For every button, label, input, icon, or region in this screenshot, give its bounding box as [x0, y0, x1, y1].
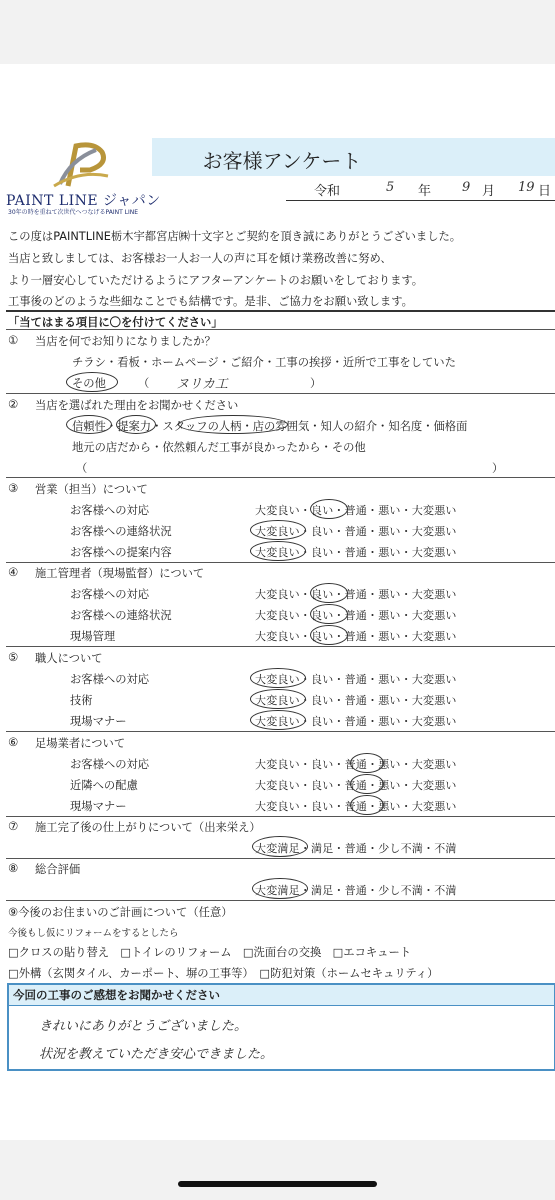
q5-row-scale: 大変良い・良い・普通・悪い・大変悪い [255, 715, 457, 728]
divider [6, 393, 555, 394]
q3-row-scale: 大変良い・良い・普通・悪い・大変悪い [255, 525, 457, 538]
q3-number: ③ [8, 481, 19, 495]
q5-row-label: 現場マナー [70, 715, 127, 728]
q4-row-scale: 大変良い・良い・普通・悪い・大変悪い [255, 609, 457, 622]
date-month: 9 [462, 180, 471, 195]
company-logo [6, 140, 161, 220]
q1-paren-close: ） [310, 377, 322, 390]
q6-row-scale: 大変良い・良い・普通・悪い・大変悪い [255, 800, 457, 813]
divider [6, 310, 555, 312]
q1-option-other: その他 [72, 377, 106, 390]
q6-row-1-answer-circle [350, 753, 384, 773]
q6-number: ⑥ [8, 735, 19, 749]
q5-heading: 職人について [35, 652, 103, 665]
q1-handwritten-answer: ヌリカ工 [176, 377, 228, 392]
q1-answer-circle [66, 372, 118, 392]
q2-number: ② [8, 397, 19, 411]
q9-options-line-2: □外構（玄関タイル、カーポート、塀の工事等） □防犯対策（ホームセキュリティ） [8, 967, 439, 980]
divider [6, 477, 555, 478]
q3-row-3-answer-circle [250, 541, 306, 561]
q4-row-3-answer-circle [310, 625, 348, 645]
divider [6, 858, 555, 859]
q2-paren-close: ） [492, 462, 504, 475]
q3-row-scale: 大変良い・良い・普通・悪い・大変悪い [255, 546, 457, 559]
date-field [286, 178, 555, 201]
q6-row-label: お客様への対応 [70, 758, 150, 771]
date-era: 令和 [314, 184, 341, 199]
date-day-unit: 日 [538, 184, 552, 199]
q9-options-line-1: □クロスの貼り替え □トイレのリフォーム □洗面台の交換 □エコキュート [8, 946, 412, 959]
q3-heading: 営業（担当）について [35, 483, 148, 496]
date-year-unit: 年 [418, 184, 432, 199]
date-year: 5 [386, 180, 395, 195]
intro-line-3: より一層安心していただけるようにアフターアンケートのお願いをしております。 [8, 274, 424, 287]
q4-row-label: お客様への対応 [70, 588, 150, 601]
bottom-bar [0, 1140, 555, 1200]
q4-row-label: お客様への連絡状況 [70, 609, 172, 622]
q9-heading: ⑨今後のお住まいのご計画について（任意） [8, 906, 233, 919]
q6-row-scale: 大変良い・良い・普通・悪い・大変悪い [255, 758, 457, 771]
q3-row-label: お客様への提案内容 [70, 546, 172, 559]
q2-paren-open: （ [76, 462, 88, 475]
comment-line-1: きれいにありがとうございました。 [39, 1019, 248, 1034]
q6-row-2-answer-circle [350, 774, 384, 794]
q7-answer-circle [252, 836, 308, 857]
q8-number: ⑧ [8, 861, 19, 875]
intro-line-1: この度はPAINTLINE栃木宇都宮店㈱十文字とご契約を頂き誠にありがとうございました。 [8, 230, 462, 243]
logo-tagline: 30年の時を重ねて次世代へつなげるPAINT LINE [8, 209, 139, 216]
q1-paren-open: （ [138, 377, 150, 390]
q3-row-1-answer-circle [310, 499, 348, 519]
divider [6, 646, 555, 647]
divider [6, 900, 555, 901]
q1-number: ① [8, 333, 19, 347]
q4-row-2-answer-circle [310, 604, 348, 624]
q6-row-label: 現場マナー [70, 800, 127, 813]
q7-scale: 大変満足・満足・普通・少し不満・不満 [255, 842, 457, 855]
q2-options-line-2: 地元の店だから・依然頼んだ工事が良かったから・その他 [72, 441, 366, 454]
q2-answer-circle-proposal [116, 415, 156, 434]
q3-row-label: お客様への対応 [70, 504, 150, 517]
comments-box [7, 983, 555, 1071]
intro-line-4: 工事後のどのような些細なことでも結構です。是非、ご協力をお願い致します。 [8, 295, 413, 308]
q8-heading: 総合評価 [35, 863, 81, 876]
q6-row-scale: 大変良い・良い・普通・悪い・大変悪い [255, 779, 457, 792]
q2-answer-circle-trust [66, 415, 112, 434]
q4-row-scale: 大変良い・良い・普通・悪い・大変悪い [255, 630, 457, 643]
q1-question: 当店を何でお知りになりましたか？ [35, 335, 216, 348]
q4-row-label: 現場管理 [70, 630, 116, 643]
q5-row-label: 技術 [70, 694, 93, 707]
q3-row-scale: 大変良い・良い・普通・悪い・大変悪い [255, 504, 457, 517]
q6-heading: 足場業者について [35, 737, 126, 750]
comments-heading: 今回の工事のご感想をお聞かせください [13, 988, 220, 1002]
q8-scale: 大変満足・満足・普通・少し不満・不満 [255, 884, 457, 897]
q3-row-2-answer-circle [250, 520, 306, 540]
q7-number: ⑦ [8, 819, 19, 833]
comments-heading-band [9, 985, 554, 1006]
instruction-text: 「当てはまる項目に〇を付けてください」 [8, 316, 223, 329]
q3-row-label: お客様への連絡状況 [70, 525, 172, 538]
q5-row-label: お客様への対応 [70, 673, 150, 686]
logo-brand-text: PAINT LINE ジャパン [6, 193, 161, 209]
divider [6, 816, 555, 817]
date-month-unit: 月 [482, 184, 496, 199]
top-status-area [0, 0, 555, 64]
q5-row-scale: 大変良い・良い・普通・悪い・大変悪い [255, 673, 457, 686]
divider [6, 731, 555, 732]
q4-heading: 施工管理者（現場監督）について [35, 567, 205, 580]
q5-row-2-answer-circle [250, 689, 306, 709]
q1-options: チラシ・看板・ホームページ・ご紹介・工事の挨拶・近所で工事をしていた [72, 356, 456, 369]
q9-subtext: 今後もし仮にリフォームをするとしたら [8, 928, 179, 939]
q4-row-1-answer-circle [310, 583, 348, 603]
q5-row-3-answer-circle [250, 710, 306, 730]
comment-line-2: 状況を教えていただき安心できました。 [39, 1047, 274, 1062]
q7-heading: 施工完了後の仕上がりについて（出来栄え） [35, 821, 261, 834]
divider [6, 562, 555, 563]
home-indicator[interactable] [178, 1181, 377, 1187]
q6-row-label: 近隣への配慮 [70, 779, 138, 792]
q2-options-line-1: 信頼性・提案力・スタッフの人柄・店の雰囲気・知人の紹介・知名度・価格面 [72, 420, 468, 433]
paint-line-logo-icon [50, 140, 112, 190]
q2-question: 当店を選ばれた理由をお聞かせください [35, 399, 239, 412]
q6-row-3-answer-circle [350, 795, 384, 815]
intro-line-2: 当店と致しましては、お客様お一人お一人の声に耳を傾け業務改善に努め、 [8, 252, 392, 265]
q8-answer-circle [252, 878, 308, 899]
page-title: お客様アンケート [202, 149, 362, 173]
q5-row-scale: 大変良い・良い・普通・悪い・大変悪い [255, 694, 457, 707]
q2-answer-circle-staff [178, 415, 288, 434]
date-day: 19 [518, 180, 535, 195]
q5-number: ⑤ [8, 650, 19, 664]
divider [6, 329, 555, 330]
q4-row-scale: 大変良い・良い・普通・悪い・大変悪い [255, 588, 457, 601]
q4-number: ④ [8, 565, 19, 579]
q5-row-1-answer-circle [250, 668, 306, 688]
